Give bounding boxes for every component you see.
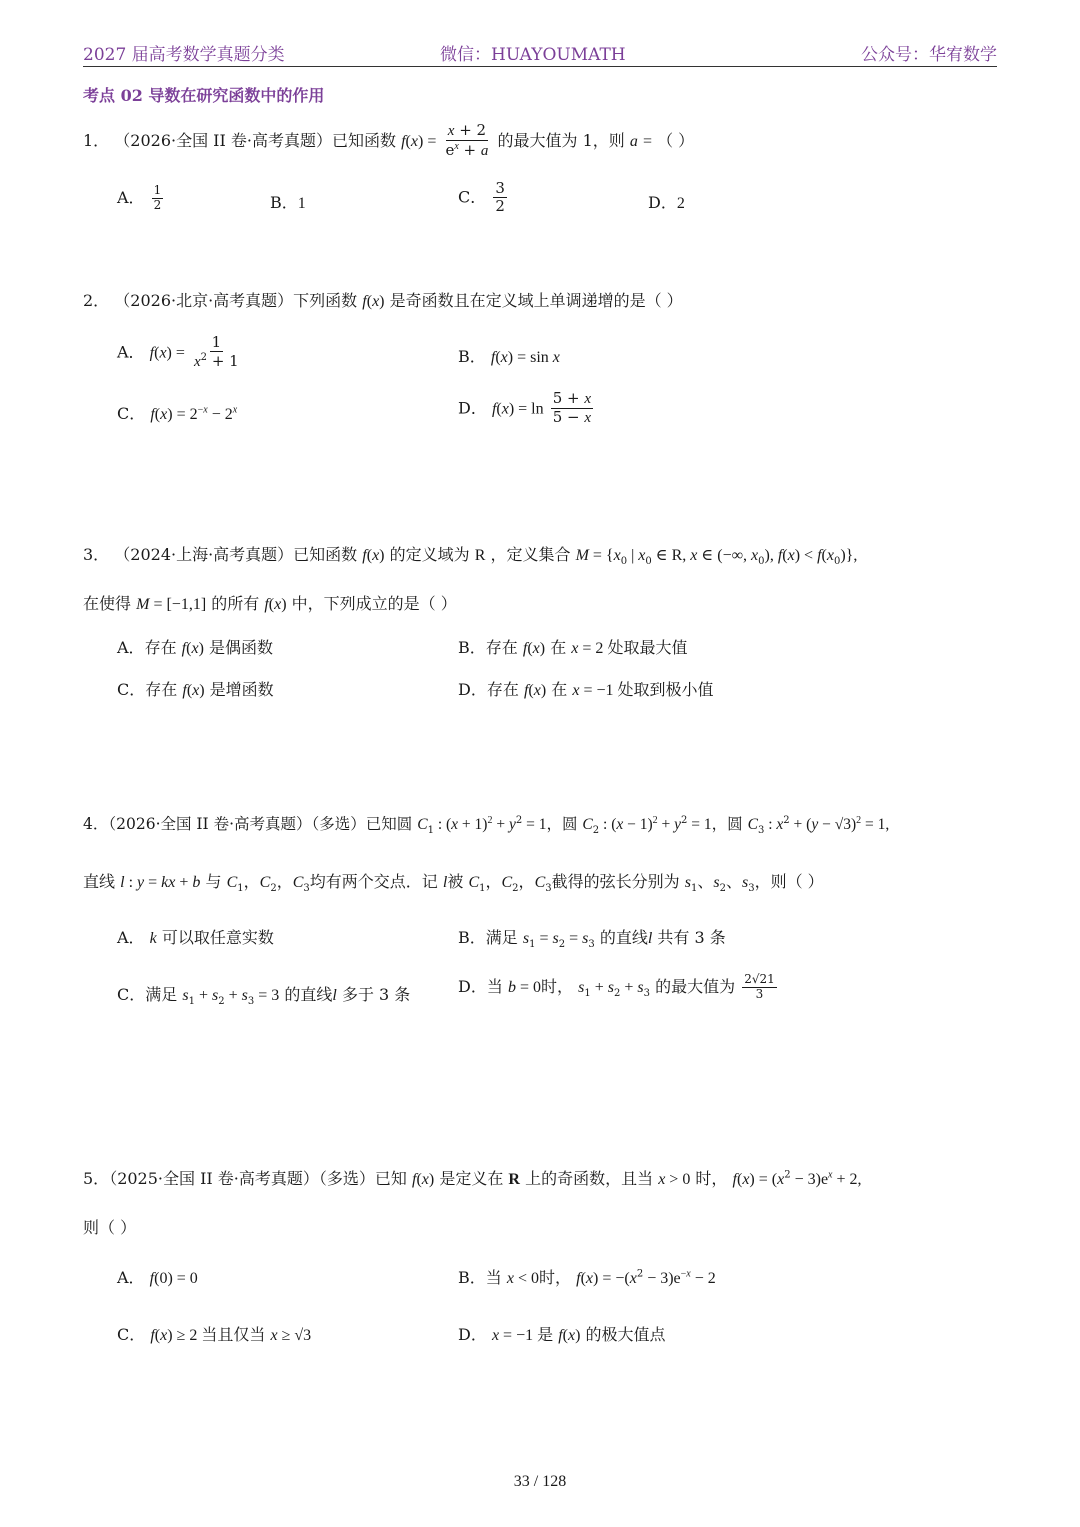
header-series-title: 2027 届高考数学真题分类 [83,45,285,65]
header-wechat: 微信：HUAYOUMATH [440,45,626,65]
option-d[interactable]: D．存在 f(x) 在 x = −1 处取到极小值 [458,680,714,699]
question-3-stem-line2: 在使得 M = [−1,1] 的所有 f(x) 中，下列成立的是（ ） [83,594,457,613]
option-a[interactable]: A． f(x) = $\frac{1}{x^2 + 1}$ [117,333,239,371]
question-1-stem: 1． （2026·全国 II 卷·高考真题）已知函数 f(x) = $\frac{x + 2}{e^x + a}$ 的最大值为 1，则 a = （ ） [83,121,695,160]
question-3-stem: 3． （2024·上海·高考真题）已知函数 f(x) 的定义域为 R ，定义集合 $M = \{x_0$ | $x_0$ ∈ R, x ∈ (−∞, $x_0$), $f(x) < f(x_0)$}, [83,545,858,568]
question-text: 的最大值为 1，则 [497,130,625,150]
option-d[interactable]: D．2 [648,193,685,212]
math-fraction: $\frac{3}{2}$ [495,179,505,216]
option-a[interactable]: A． f(0) = 0 [117,1268,198,1287]
option-c[interactable]: C． $f(x) = 2^{-x} - 2^x$ [117,404,238,423]
math-expression: f [401,132,406,150]
option-c[interactable]: C．满足 $s_1 + s_2 + s_3 = 3$ 的直线l 多于 3 条 [117,985,411,1008]
section-title: 考点 02 导数在研究函数中的作用 [83,86,325,105]
option-d[interactable]: D． f(x) = ln $\frac{5 + x}{5 - x}$ [458,389,592,427]
option-c[interactable]: C．存在 f(x) 是增函数 [117,680,274,699]
option-d[interactable]: D．当 b = 0时， $s_1 + s_2 + s_3$ 的最大值为 $\frac{2√21}{3}$ [458,972,775,1001]
option-b[interactable]: B． f(x) = sin x [458,347,560,366]
option-a[interactable]: A． k 可以取任意实数 [117,928,274,947]
page-number: 33 / 128 [513,1473,567,1490]
math-fraction: $\frac{1}{2}$ [153,183,162,212]
option-b[interactable]: B．存在 f(x) 在 x = 2 处取最大值 [458,638,688,657]
option-c[interactable]: C． f(x) ≥ 2 当且仅当 x ≥ √3 [117,1325,312,1344]
option-c[interactable]: C． $\frac{3}{2}$ [458,179,505,216]
header-public-account: 公众号：华宥数学 [861,45,997,65]
option-a[interactable]: A．存在 f(x) 是偶函数 [117,638,273,657]
option-d[interactable]: D． x = −1 是 f(x) 的极大值点 [458,1325,666,1344]
question-number: 1． [83,130,110,150]
question-4-stem-line2: 直线 l : y = kx + b 与 $C_1$，$C_2$，$C_3$均有两个交点．记 l被 $C_1$，$C_2$，$C_3$截得的弦长分别为 $s_1$、$s_2$、$s_3$，则（ ） [83,872,824,895]
question-5-stem-line2: 则（ ） [83,1218,137,1237]
answer-blank: （ ） [657,130,695,150]
question-source: （2026·全国 II 卷·高考真题）已知函数 [114,130,396,150]
math-fraction: $\frac{x + 2}{e^x + a}$ [445,121,489,160]
option-b[interactable]: B．当 x < 0时， $f(x) = -(x^2 - 3)e^{-x} - 2$ [458,1268,716,1287]
question-5-stem: 5．（2025·全国 II 卷·高考真题）（多选）已知 f(x) 是定义在 R 上的奇函数，且当 x > 0 时， $f(x) = (x^2 - 3)e^x + 2$, [83,1169,862,1188]
question-2-stem: 2． （2026·北京·高考真题）下列函数 f(x) 是奇函数且在定义域上单调递增的是（ ） [83,291,683,310]
option-b[interactable]: B．满足 $s_1 = s_2 = s_3$ 的直线l 共有 3 条 [458,928,726,951]
page-header [83,36,997,67]
option-a[interactable]: A． $\frac{1}{2}$ [117,183,162,212]
question-4-stem: 4．（2026·全国 II 卷·高考真题）（多选）已知圆 $C_1$ : $(x + 1)^2 + y^2 = 1$，圆 $C_2$ : $(x - 1)^2 + y^2 = 1$，圆 $C_3$ : $x^2 + (y - √3)^2 = 1$, [83,814,890,837]
option-b[interactable]: B．1 [270,193,306,212]
